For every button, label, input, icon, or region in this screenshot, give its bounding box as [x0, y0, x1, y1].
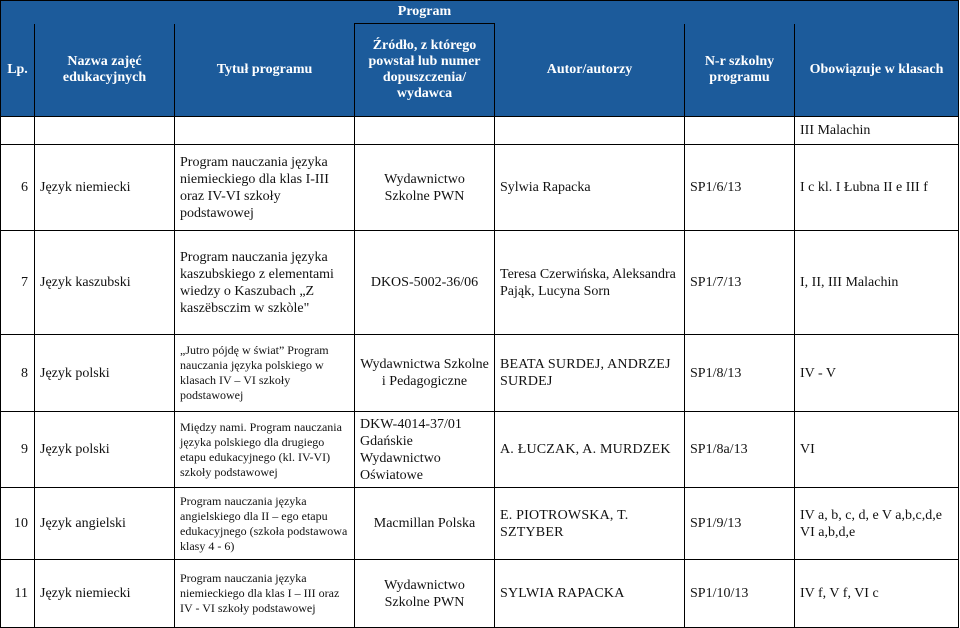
cell-lp [1, 117, 35, 145]
table-header [1, 1, 959, 117]
header-classes: Obowiązuje w klasach [795, 24, 959, 117]
header-spacer [495, 1, 685, 24]
table-row [1, 145, 959, 231]
cell-lp: 8 [1, 335, 35, 412]
cell-subject: Język kaszubski [35, 231, 175, 335]
header-spacer-left [1, 1, 35, 24]
cell-program-title: Program nauczania języka kaszubskiego z elementami wiedzy o Kaszubach „Z kaszëbsczim w szkòle" [175, 231, 355, 335]
header-spacer [175, 1, 355, 24]
cell-lp: 10 [1, 488, 35, 560]
cell-classes: IV - V [795, 335, 959, 412]
cell-number: SP1/7/13 [685, 231, 795, 335]
cell-subject: Język polski [35, 412, 175, 488]
header-source: Źródło, z którego powstał lub numer dopuszczenia/ wydawca [355, 24, 495, 117]
cell-program-title [175, 117, 355, 145]
cell-subject: Język niemiecki [35, 560, 175, 628]
header-author: Autor/autorzy [495, 24, 685, 117]
header-program-title: Program [355, 1, 495, 24]
header-spacer-right [795, 1, 959, 24]
cell-program-title: „Jutro pójdę w świat” Program nauczania języka polskiego w klasach IV – VI szkoły podstawowej [175, 335, 355, 412]
header-spacer [35, 1, 175, 24]
header-lp: Lp. [1, 24, 35, 117]
cell-classes: IV a, b, c, d, e V a,b,c,d,e VI a,b,d,e [795, 488, 959, 560]
cell-lp: 11 [1, 560, 35, 628]
cell-author: E. PIOTROWSKA, T. SZTYBER [495, 488, 685, 560]
cell-lp: 7 [1, 231, 35, 335]
table-row [1, 412, 959, 488]
cell-program-title: Między nami. Program nauczania języka polskiego dla drugiego etapu edukacyjnego (kl. IV-VI) szkoły podstawowej [175, 412, 355, 488]
cell-source: Wydawnictwa Szkolne i Pedagogiczne [355, 335, 495, 412]
cell-author [495, 117, 685, 145]
header-program-name: Tytuł programu [175, 24, 355, 117]
cell-source: DKOS-5002-36/06 [355, 231, 495, 335]
cell-author: SYLWIA RAPACKA [495, 560, 685, 628]
cell-author: Teresa Czerwińska, Aleksandra Pająk, Lucyna Sorn [495, 231, 685, 335]
cell-subject: Język angielski [35, 488, 175, 560]
cell-source: Wydawnictwo Szkolne PWN [355, 145, 495, 231]
cell-program-title: Program nauczania języka angielskiego dla II – ego etapu edukacyjnego (szkoła podstawowa klasy 4 - 6) [175, 488, 355, 560]
cell-lp: 6 [1, 145, 35, 231]
header-program-number: N-r szkolny programu [685, 24, 795, 117]
table-row [1, 488, 959, 560]
cell-author: A. ŁUCZAK, A. MURDZEK [495, 412, 685, 488]
cell-source: Macmillan Polska [355, 488, 495, 560]
cell-classes: I, II, III Malachin [795, 231, 959, 335]
cell-number: SP1/6/13 [685, 145, 795, 231]
cell-program-title: Program nauczania języka niemieckiego dla klas I-III oraz IV-VI szkoły podstawowej [175, 145, 355, 231]
cell-lp: 9 [1, 412, 35, 488]
cell-program-title: Program nauczania języka niemieckiego dla klas I – III oraz IV - VI szkoły podstawowej [175, 560, 355, 628]
cell-subject [35, 117, 175, 145]
header-spacer [685, 1, 795, 24]
table-body [1, 117, 959, 628]
header-subject-name: Nazwa zajęć edukacyjnych [35, 24, 175, 117]
cell-classes: VI [795, 412, 959, 488]
cell-number: SP1/10/13 [685, 560, 795, 628]
cell-number: SP1/8/13 [685, 335, 795, 412]
cell-source [355, 117, 495, 145]
cell-subject: Język niemiecki [35, 145, 175, 231]
cell-number [685, 117, 795, 145]
cell-subject: Język polski [35, 335, 175, 412]
table-row [1, 560, 959, 628]
cell-classes: IV f, V f, VI c [795, 560, 959, 628]
cell-author: BEATA SURDEJ, ANDRZEJ SURDEJ [495, 335, 685, 412]
cell-number: SP1/9/13 [685, 488, 795, 560]
cell-author: Sylwia Rapacka [495, 145, 685, 231]
table-row [1, 335, 959, 412]
cell-classes: III Malachin [795, 117, 959, 145]
cell-source: DKW-4014-37/01 Gdańskie Wydawnictwo Oświatowe [355, 412, 495, 488]
cell-number: SP1/8a/13 [685, 412, 795, 488]
cell-source: Wydawnictwo Szkolne PWN [355, 560, 495, 628]
table-row [1, 231, 959, 335]
cell-classes: I c kl. I Łubna II e III f [795, 145, 959, 231]
table-row [1, 117, 959, 145]
